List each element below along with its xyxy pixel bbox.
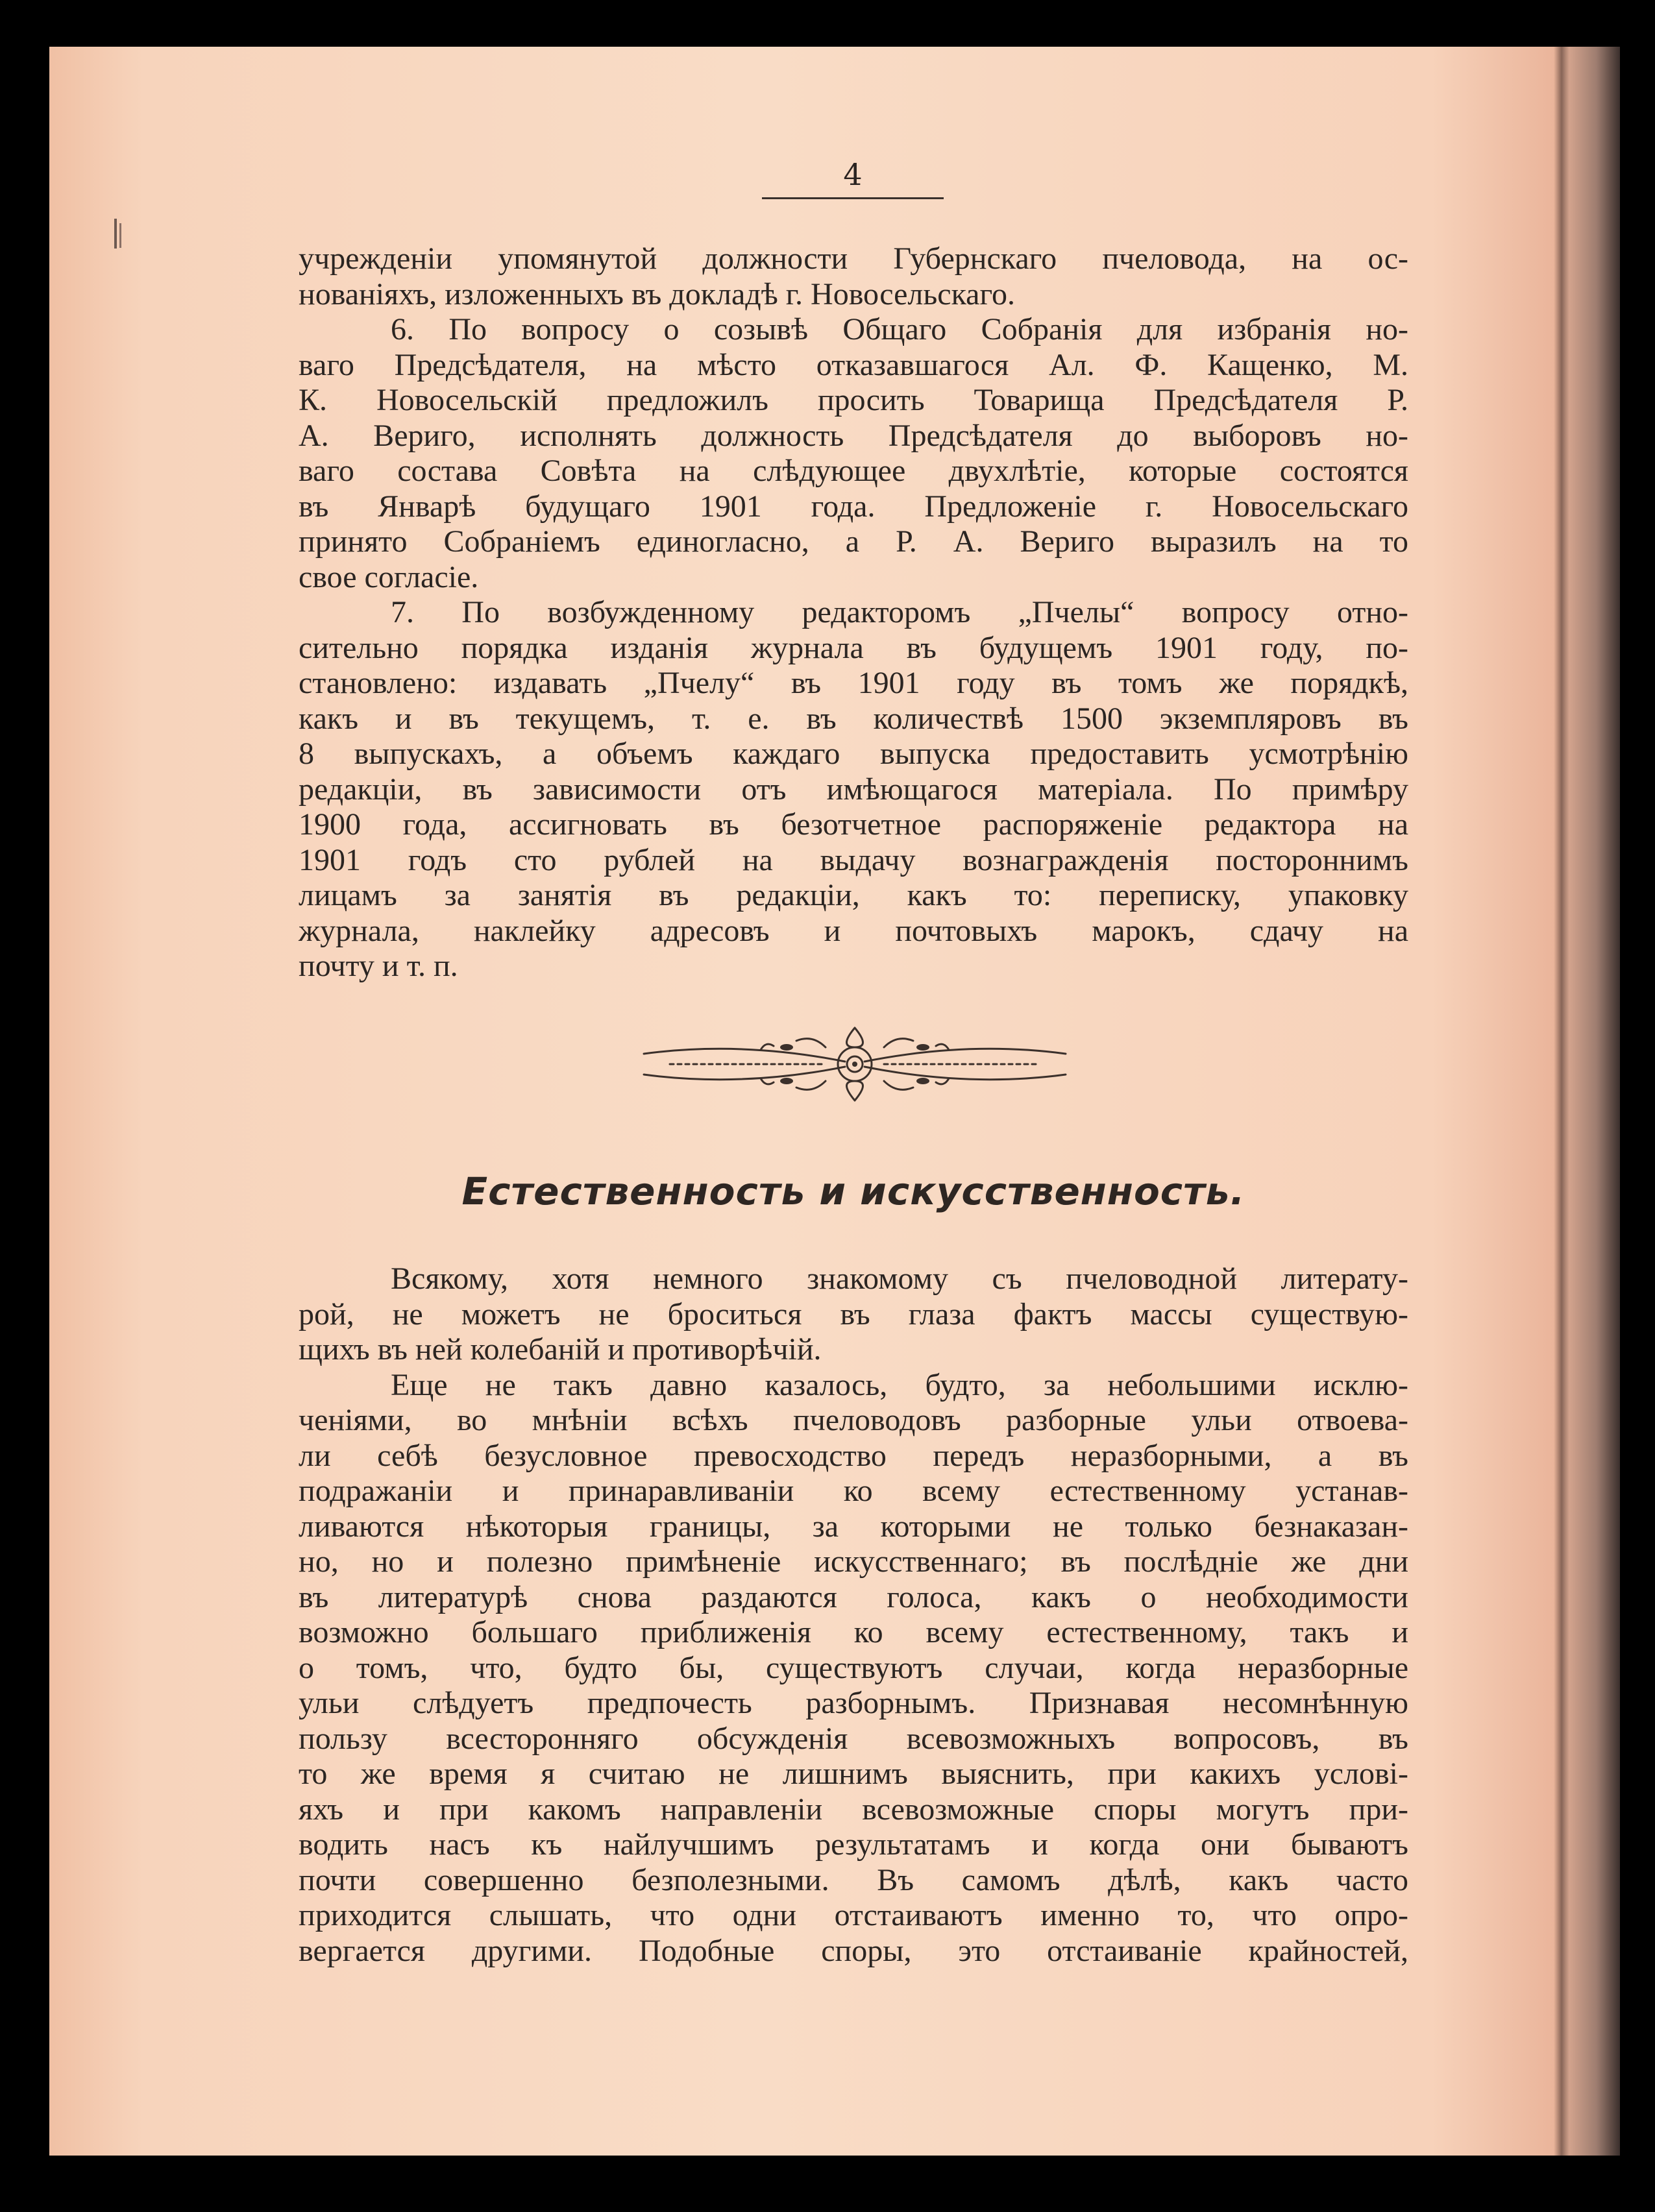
text-line: редакціи, въ зависимости отъ имѣющагося матеріала. По примѣру [299,772,1408,807]
text-line: въ Январѣ будущаго 1901 года. Предложеніе г. Новосельскаго [299,489,1408,524]
text-line: становлено: издавать „Пчелу“ въ 1901 году въ томъ же порядкѣ, [299,666,1408,700]
text-line: ли себѣ безусловное превосходство передъ неразборными, а въ [299,1438,1408,1473]
text-line: ульи слѣдуетъ предпочесть разборнымъ. Признавая несомнѣнную [299,1686,1408,1720]
text-line: приходится слышать, что одни отстаиваютъ именно то, что опро- [299,1898,1408,1932]
text-line: 6. По вопросу о созывѣ Общаго Собранія для избранія но- [391,312,1408,346]
floral-ornament [631,1021,1079,1107]
margin-mark [114,219,117,249]
section-1-text [299,241,1408,984]
text-line: 1901 годъ сто рублей на выдачу вознагражденія постороннимъ [299,842,1408,877]
text-line: К. Новосельскій предложилъ просить Товарища Предсѣдателя Р. [299,383,1408,417]
text-line: свое согласіе. [299,559,479,594]
scanned-page [49,47,1620,2156]
text-line: лицамъ за занятія въ редакціи, какъ то: переписку, упаковку [299,878,1408,912]
text-line: яхъ и при какомъ направленіи всевозможные споры могутъ при- [299,1792,1408,1827]
text-line: пользу всесторонняго обсужденія всевозможныхъ вопросовъ, въ [299,1721,1408,1756]
page-number-rule [762,197,944,199]
text-line: нованіяхъ, изложенныхъ въ докладѣ г. Новосельскаго. [299,276,1015,311]
text-line: Всякому, хотя немного знакомому съ пчеловодной литерату- [391,1261,1408,1296]
text-line: Еще не такъ давно казалось, будто, за небольшими исклю- [391,1367,1408,1402]
text-line: 1900 года, ассигновать въ безотчетное распоряженіе редактора на [299,807,1408,842]
text-line: подражаніи и принаравливаніи ко всему естественному устанав- [299,1474,1408,1508]
text-line: ваго Предсѣдателя, на мѣсто отказавшагося Ал. Ф. Кащенко, М. [299,347,1408,382]
text-line: какъ и въ текущемъ, т. е. въ количествѣ 1500 экземпляровъ въ [299,701,1408,736]
text-line: ваго состава Совѣта на слѣдующее двухлѣтіе, которые состоятся [299,454,1408,488]
text-line: А. Вериго, исполнять должность Предсѣдателя до выборовъ но- [299,418,1408,453]
text-line: ченіями, во мнѣніи всѣхъ пчеловодовъ разборные ульи отвоева- [299,1403,1408,1437]
text-line: возможно большаго приближенія ко всему естественному, такъ и [299,1615,1408,1649]
article-heading: Естественность и искусственность. [461,1169,1245,1213]
text-line: о томъ, что, будто бы, существуютъ случаи, когда неразборные [299,1650,1408,1685]
text-line: водить насъ къ найлучшимъ результатамъ и когда они бываютъ [299,1827,1408,1862]
margin-mark-secondary [119,223,121,248]
text-line: ливаются нѣкоторыя границы, за которыми не только безнаказан- [299,1509,1408,1544]
text-line: вергается другими. Подобные споры, это отстаиваніе крайностей, [299,1933,1408,1968]
text-line: принято Собраніемъ единогласно, а Р. А. Вериго выразилъ на то [299,524,1408,559]
text-line: то же время я считаю не лишнимъ выяснить, при какихъ услові- [299,1756,1408,1791]
text-line: учрежденіи упомянутой должности Губернскаго пчеловода, на ос- [299,241,1408,276]
section-2-text [299,1261,1408,1969]
text-line: почту и т. п. [299,949,458,983]
text-line: щихъ въ ней колебаній и противорѣчій. [299,1332,822,1367]
text-line: въ литературѣ снова раздаются голоса, какъ о необходимости [299,1579,1408,1614]
text-line: но, но и полезно примѣненіе искусственнаго; въ послѣдніе же дни [299,1544,1408,1579]
page-number: 4 [843,157,863,192]
text-line: рой, не можетъ не броситься въ глаза фактъ массы существую- [299,1296,1408,1331]
text-line: журнала, наклейку адресовъ и почтовыхъ марокъ, сдачу на [299,913,1408,948]
text-line: 8 выпускахъ, а объемъ каждаго выпуска предоставить усмотрѣнію [299,736,1408,771]
text-line: 7. По возбужденному редакторомъ „Пчелы“ вопросу отно- [391,595,1408,629]
text-line: почти совершенно безполезными. Въ самомъ дѣлѣ, какъ часто [299,1862,1408,1897]
text-line: сительно порядка изданія журнала въ будущемъ 1901 году, по- [299,630,1408,665]
